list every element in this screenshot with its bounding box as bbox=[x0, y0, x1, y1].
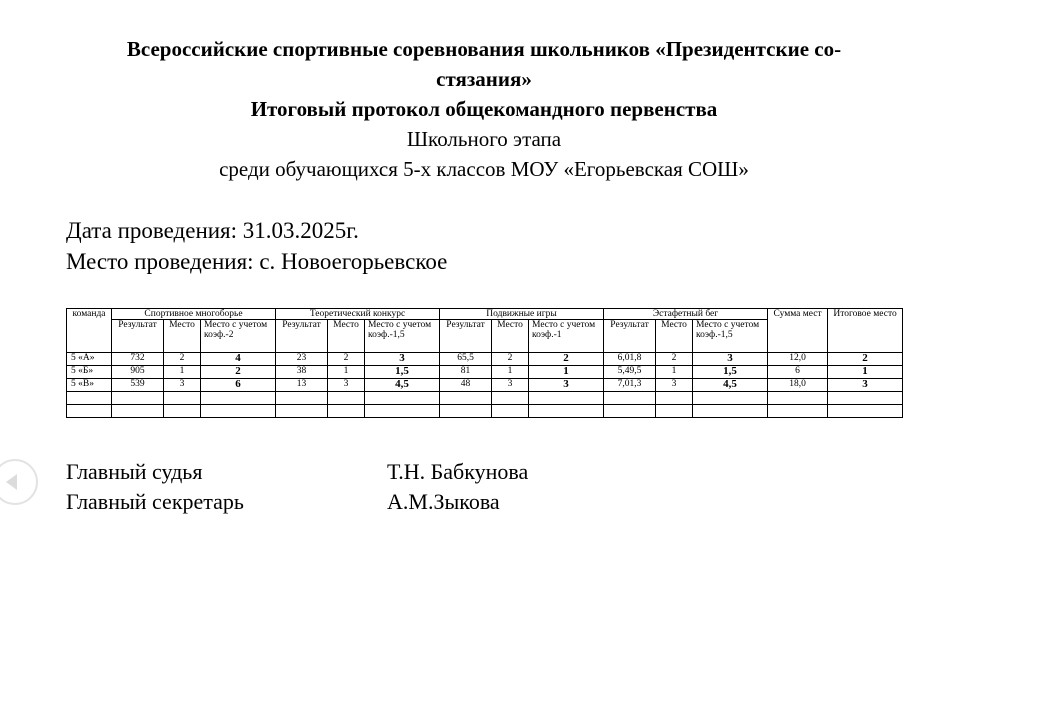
cell: 4,5 bbox=[693, 379, 768, 392]
stage-subtitle: Школьного этапа bbox=[406, 127, 562, 151]
header-group-multisport: Спортивное многоборье bbox=[112, 309, 276, 320]
subheader-weighted-place: Место с учетом коэф.-1,5 bbox=[693, 320, 768, 353]
sum-cell: 6 bbox=[768, 366, 828, 379]
cell: 2 bbox=[164, 353, 201, 366]
subheader-result: Результат bbox=[440, 320, 492, 353]
cell: 732 bbox=[112, 353, 164, 366]
header-final-place: Итоговое место bbox=[828, 309, 903, 353]
subheader-place: Место bbox=[656, 320, 693, 353]
competition-title-line-1: Всероссийские спортивные соревнования школьников «Президентские со- bbox=[126, 37, 842, 61]
cell: 38 bbox=[276, 366, 328, 379]
cell: 65,5 bbox=[440, 353, 492, 366]
cell: 3 bbox=[164, 379, 201, 392]
subheader-result: Результат bbox=[604, 320, 656, 353]
cell: 4 bbox=[201, 353, 276, 366]
subheader-weighted-place: Место с учетом коэф.-2 bbox=[201, 320, 276, 353]
header-sum: Сумма мест bbox=[768, 309, 828, 353]
team-cell: 5 «Б» bbox=[67, 366, 112, 379]
cell: 3 bbox=[656, 379, 693, 392]
empty-table-row bbox=[67, 405, 903, 418]
cell: 3 bbox=[328, 379, 365, 392]
subheader-weighted-place: Место с учетом коэф.-1 bbox=[529, 320, 604, 353]
cell: 5,49,5 bbox=[604, 366, 656, 379]
previous-page-button[interactable] bbox=[0, 459, 38, 505]
chief-secretary-label: Главный секретарь bbox=[66, 489, 244, 514]
team-cell: 5 «В» bbox=[67, 379, 112, 392]
subheader-place: Место bbox=[164, 320, 201, 353]
table-row bbox=[67, 379, 903, 392]
cell: 2 bbox=[201, 366, 276, 379]
cell: 23 bbox=[276, 353, 328, 366]
cell: 81 bbox=[440, 366, 492, 379]
subheader-place: Место bbox=[328, 320, 365, 353]
subheader-place: Место bbox=[492, 320, 529, 353]
participants-subtitle: среди обучающихся 5-х классов МОУ «Егорьевская СОШ» bbox=[219, 157, 749, 181]
table-row bbox=[67, 353, 903, 366]
sum-cell: 18,0 bbox=[768, 379, 828, 392]
cell: 2 bbox=[529, 353, 604, 366]
subheader-result: Результат bbox=[276, 320, 328, 353]
cell: 3 bbox=[693, 353, 768, 366]
cell: 1,5 bbox=[693, 366, 768, 379]
cell: 905 bbox=[112, 366, 164, 379]
cell: 4,5 bbox=[365, 379, 440, 392]
cell: 48 bbox=[440, 379, 492, 392]
competition-title-line-2: стязания» bbox=[436, 67, 532, 91]
sum-cell: 12,0 bbox=[768, 353, 828, 366]
cell: 1 bbox=[328, 366, 365, 379]
header-group-theory: Теоретический конкурс bbox=[276, 309, 440, 320]
subheader-result: Результат bbox=[112, 320, 164, 353]
document-header bbox=[66, 34, 902, 184]
table-header-row bbox=[67, 309, 903, 320]
cell: 1 bbox=[529, 366, 604, 379]
arrow-left-icon bbox=[4, 472, 24, 492]
header-team: команда bbox=[67, 309, 112, 353]
final-place-cell: 1 bbox=[828, 366, 903, 379]
cell: 1 bbox=[164, 366, 201, 379]
cell: 6 bbox=[201, 379, 276, 392]
event-place: Место проведения: с. Новоегорьевское bbox=[66, 249, 448, 274]
cell: 13 bbox=[276, 379, 328, 392]
cell: 2 bbox=[656, 353, 693, 366]
results-table bbox=[66, 308, 903, 418]
cell: 2 bbox=[492, 353, 529, 366]
team-cell: 5 «А» bbox=[67, 353, 112, 366]
event-date: Дата проведения: 31.03.2025г. bbox=[66, 218, 359, 243]
table-row bbox=[67, 366, 903, 379]
final-place-cell: 3 bbox=[828, 379, 903, 392]
cell: 6,01,8 bbox=[604, 353, 656, 366]
cell: 2 bbox=[328, 353, 365, 366]
cell: 1 bbox=[656, 366, 693, 379]
cell: 3 bbox=[365, 353, 440, 366]
chief-judge-name: Т.Н. Бабкунова bbox=[387, 459, 529, 484]
cell: 539 bbox=[112, 379, 164, 392]
protocol-title: Итоговый протокол общекомандного первенства bbox=[250, 97, 718, 121]
cell: 1 bbox=[492, 366, 529, 379]
cell: 3 bbox=[529, 379, 604, 392]
header-group-relay: Эстафетный бег bbox=[604, 309, 768, 320]
empty-table-row bbox=[67, 392, 903, 405]
subheader-weighted-place: Место с учетом коэф.-1,5 bbox=[365, 320, 440, 353]
cell: 3 bbox=[492, 379, 529, 392]
chief-judge-label: Главный судья bbox=[66, 459, 203, 484]
cell: 7,01,3 bbox=[604, 379, 656, 392]
final-place-cell: 2 bbox=[828, 353, 903, 366]
header-group-games: Подвижные игры bbox=[440, 309, 604, 320]
chief-secretary-name: А.М.Зыкова bbox=[387, 489, 500, 514]
cell: 1,5 bbox=[365, 366, 440, 379]
